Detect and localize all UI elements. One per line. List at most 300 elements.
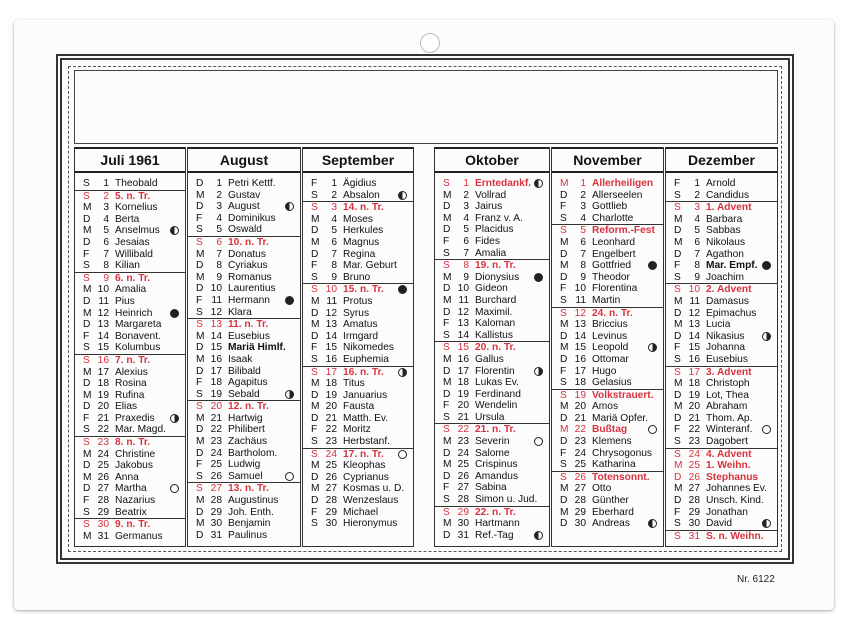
moon-new-icon	[170, 309, 179, 318]
day-name: 19. n. Tr.	[475, 260, 516, 272]
moon-new-icon	[534, 273, 543, 282]
weekday-letter: F	[443, 400, 450, 412]
weekday-letter: S	[560, 212, 567, 224]
weekday-letter: M	[560, 342, 569, 354]
weekday-letter: F	[83, 412, 90, 424]
weekday-letter: D	[196, 365, 204, 377]
day-number: 28	[457, 494, 469, 506]
day-name: Hartwig	[228, 412, 263, 424]
day-row	[188, 178, 300, 190]
weekday-letter: M	[311, 295, 320, 307]
day-row	[188, 424, 300, 436]
day-row	[435, 482, 549, 494]
day-name: Paulinus	[228, 529, 268, 541]
weekday-letter: S	[674, 530, 681, 542]
day-number: 3	[216, 201, 222, 213]
day-row	[552, 507, 663, 519]
day-row	[666, 366, 777, 379]
day-name: Abraham	[706, 401, 748, 413]
day-row	[303, 319, 413, 331]
day-number: 21	[574, 412, 586, 424]
month-title: Dezember	[666, 147, 777, 173]
day-name: Amalia	[475, 247, 507, 259]
moon-full-icon	[648, 425, 657, 434]
weekday-letter: F	[311, 260, 318, 272]
day-number: 7	[463, 247, 469, 259]
day-number: 25	[210, 459, 222, 471]
weekday-letter: S	[311, 189, 318, 201]
day-name: Franz v. A.	[475, 212, 523, 224]
weekday-letter: S	[83, 354, 90, 366]
day-row	[188, 249, 300, 261]
day-name: Thom. Ap.	[706, 412, 753, 424]
day-row	[303, 272, 413, 284]
day-row	[303, 260, 413, 272]
day-name: Engelbert	[592, 248, 636, 260]
day-row	[666, 272, 777, 284]
day-name: Herkules	[343, 225, 384, 237]
day-name: Ägidius	[343, 178, 377, 189]
day-row	[75, 260, 185, 272]
day-number: 1	[216, 178, 222, 189]
day-name: Hartmann	[475, 518, 520, 530]
day-name: Bilibald	[228, 365, 261, 377]
weekday-letter: D	[83, 483, 91, 495]
day-row	[666, 214, 777, 226]
day-number: 5	[694, 225, 700, 237]
day-name: Sabina	[475, 482, 507, 494]
weekday-letter: F	[83, 330, 90, 342]
day-row	[188, 507, 300, 519]
weekday-letter: S	[560, 307, 567, 319]
day-row	[552, 436, 663, 448]
day-name: Petri Kettf.	[228, 178, 276, 189]
day-name: Sebald	[228, 388, 260, 400]
day-number: 24	[325, 448, 337, 460]
day-name: Samuel	[228, 470, 263, 482]
weekday-letter: S	[196, 388, 203, 400]
day-row	[75, 436, 185, 449]
day-name: Donatus	[228, 248, 266, 260]
day-number: 2	[331, 189, 337, 201]
day-row	[666, 249, 777, 261]
day-row	[75, 272, 185, 285]
day-number: 15	[325, 342, 337, 354]
day-name: Titus	[343, 378, 365, 390]
day-name: Gottlieb	[592, 201, 628, 213]
weekday-letter: S	[196, 483, 203, 495]
day-number: 24	[97, 448, 109, 460]
day-name: Otto	[592, 483, 612, 495]
day-name: Theodor	[592, 271, 630, 283]
weekday-letter: M	[443, 377, 452, 389]
day-number: 20	[688, 401, 700, 413]
weekday-letter: F	[560, 447, 567, 459]
day-number: 3	[580, 201, 586, 213]
day-number: 6	[216, 236, 222, 248]
weekday-letter: M	[196, 412, 205, 424]
weekday-letter: S	[196, 236, 203, 248]
day-number: 7	[580, 248, 586, 260]
day-name: Oswald	[228, 224, 262, 236]
weekday-letter: M	[560, 319, 569, 331]
day-number: 9	[580, 271, 586, 283]
day-row	[188, 236, 300, 249]
day-row	[552, 213, 663, 225]
day-row	[552, 237, 663, 249]
day-number: 9	[694, 271, 700, 283]
day-row	[666, 495, 777, 507]
day-number: 9	[216, 271, 222, 283]
day-row	[188, 413, 300, 425]
day-row	[303, 342, 413, 354]
day-name: Regina	[343, 248, 376, 260]
weekday-letter: D	[196, 283, 204, 295]
moon-last-icon	[534, 531, 543, 540]
month-august	[187, 147, 301, 547]
moon-new-icon	[285, 296, 294, 305]
day-row	[666, 401, 777, 413]
day-row	[666, 225, 777, 237]
day-name: Salome	[475, 447, 510, 459]
weekday-letter: S	[674, 202, 681, 214]
weekday-letter: S	[83, 190, 90, 202]
moon-first-icon	[534, 367, 543, 376]
weekday-letter: D	[311, 330, 319, 342]
weekday-letter: S	[311, 518, 318, 530]
weekday-letter: S	[674, 436, 681, 448]
day-name: 9. n. Tr.	[115, 519, 151, 531]
day-name: Herbstanf.	[343, 436, 390, 448]
day-number: 30	[574, 518, 586, 530]
month-september	[302, 147, 414, 547]
day-row	[75, 354, 185, 367]
day-number: 21	[688, 412, 700, 424]
day-row	[75, 413, 185, 425]
day-name: Eusebius	[228, 330, 270, 342]
weekday-letter: S	[196, 319, 203, 331]
day-name: Ref.-Tag	[475, 529, 514, 541]
day-row	[435, 518, 549, 530]
day-name: Briccius	[592, 319, 628, 331]
day-row	[188, 260, 300, 272]
weekday-letter: D	[443, 224, 451, 236]
day-number: 14	[325, 330, 337, 342]
moon-last-icon	[534, 179, 543, 188]
day-number: 18	[457, 377, 469, 389]
day-number: 7	[694, 248, 700, 260]
weekday-letter: S	[311, 353, 318, 365]
day-row	[435, 224, 549, 236]
weekday-letter: M	[674, 460, 683, 472]
day-number: 26	[210, 470, 222, 482]
weekday-letter: S	[443, 178, 450, 189]
day-name: Lucia	[706, 319, 731, 331]
day-row	[303, 308, 413, 320]
day-name: Kornelius	[115, 202, 158, 214]
weekday-letter: D	[443, 388, 451, 400]
month-november	[551, 147, 664, 547]
day-name: Michael	[343, 506, 379, 518]
day-name: Nikolaus	[706, 236, 746, 248]
day-number: 24	[688, 448, 700, 460]
weekday-letter: F	[560, 283, 567, 295]
day-number: 3	[694, 202, 700, 214]
weekday-letter: M	[560, 401, 569, 413]
day-number: 16	[574, 353, 586, 365]
weekday-letter: M	[674, 213, 683, 225]
weekday-letter: D	[196, 529, 204, 541]
day-number: 20	[325, 401, 337, 413]
day-name: Epimachus	[706, 307, 757, 319]
day-number: 10	[325, 284, 337, 296]
day-row	[303, 331, 413, 343]
day-name: Agathon	[706, 248, 744, 260]
weekday-letter: M	[83, 389, 92, 401]
weekday-letter: M	[560, 483, 569, 495]
day-name: Ludwig	[228, 459, 261, 471]
day-name: Mar. Geburt	[343, 260, 397, 272]
day-row	[303, 448, 413, 461]
weekday-letter: S	[443, 506, 450, 518]
weekday-letter: D	[560, 436, 568, 448]
day-number: 13	[457, 318, 469, 330]
day-number: 6	[331, 236, 337, 248]
day-name: Lot, Thea	[706, 389, 749, 401]
day-name: 15. n. Tr.	[343, 284, 384, 296]
day-row	[303, 296, 413, 308]
day-row	[666, 448, 777, 461]
day-name: Wendelin	[475, 400, 518, 412]
weekday-letter: M	[674, 483, 683, 495]
day-row	[435, 213, 549, 225]
day-number: 17	[688, 366, 700, 378]
day-row	[75, 367, 185, 379]
day-number: 21	[210, 412, 222, 424]
day-row	[552, 190, 663, 202]
day-number: 25	[688, 460, 700, 472]
moon-last-icon	[170, 226, 179, 235]
day-row	[552, 377, 663, 389]
day-number: 17	[574, 365, 586, 377]
weekday-letter: S	[560, 471, 567, 483]
day-row	[435, 471, 549, 483]
day-row	[303, 518, 413, 530]
day-row	[666, 518, 777, 530]
day-number: 30	[688, 518, 700, 530]
day-row	[666, 190, 777, 202]
day-name: Chrysogonus	[592, 447, 653, 459]
day-name: Beatrix	[115, 506, 147, 518]
day-number: 29	[97, 506, 109, 518]
day-number: 11	[458, 294, 469, 306]
weekday-letter: F	[443, 235, 450, 247]
moon-first-icon	[170, 414, 179, 423]
day-list	[435, 178, 549, 541]
day-name: Crispinus	[475, 459, 518, 471]
day-name: Jesaias	[115, 236, 150, 248]
day-name: 2. Advent	[706, 284, 752, 296]
day-row	[666, 390, 777, 402]
day-number: 19	[210, 388, 222, 400]
day-name: Absalon	[343, 189, 380, 201]
day-name: Amatus	[343, 319, 378, 331]
day-number: 26	[457, 470, 469, 482]
day-number: 6	[463, 235, 469, 247]
day-name: Leonhard	[592, 236, 636, 248]
weekday-letter: M	[674, 295, 683, 307]
day-row	[666, 296, 777, 308]
day-number: 30	[325, 518, 337, 530]
day-name: Placidus	[475, 224, 514, 236]
day-name: 16. n. Tr.	[343, 366, 384, 378]
day-name: Laurentius	[228, 283, 276, 295]
day-row	[303, 366, 413, 379]
day-number: 14	[97, 330, 109, 342]
day-name: Eusebius	[706, 353, 748, 365]
day-number: 4	[463, 212, 469, 224]
weekday-letter: D	[196, 447, 204, 459]
day-row	[75, 531, 185, 543]
day-name: Agapitus	[228, 377, 268, 389]
day-name: Andreas	[592, 518, 630, 530]
weekday-letter: M	[196, 330, 205, 342]
day-name: Theobald	[115, 178, 158, 189]
day-number: 27	[325, 483, 337, 495]
day-row	[435, 248, 549, 260]
day-number: 17	[210, 365, 222, 377]
weekday-letter: D	[674, 248, 682, 260]
weekday-letter: M	[311, 378, 320, 390]
day-row	[303, 483, 413, 495]
day-row	[75, 178, 185, 190]
day-row	[435, 448, 549, 460]
weekday-letter: D	[83, 460, 91, 472]
day-row	[75, 296, 185, 308]
day-name: Cyprianus	[343, 471, 389, 483]
day-name: Cyriakus	[228, 260, 268, 272]
weekday-letter: S	[443, 494, 450, 506]
weekday-letter: D	[196, 506, 204, 518]
day-row	[75, 308, 185, 320]
weekday-letter: M	[196, 495, 205, 507]
day-row	[666, 507, 777, 519]
day-name: Jairus	[475, 201, 503, 213]
weekday-letter: F	[560, 201, 567, 213]
weekday-letter: M	[311, 236, 320, 248]
day-row	[552, 224, 663, 237]
day-row	[188, 389, 300, 401]
weekday-letter: M	[83, 448, 92, 460]
day-number: 5	[580, 225, 586, 237]
day-name: Gottfried	[592, 260, 632, 272]
day-name: Arnold	[706, 178, 736, 189]
weekday-letter: D	[83, 236, 91, 248]
day-name: 5. n. Tr.	[115, 190, 151, 202]
day-number: 14	[210, 330, 222, 342]
weekday-letter: M	[674, 401, 683, 413]
month-title: Oktober	[435, 147, 549, 173]
day-name: S. n. Weihn.	[706, 530, 764, 542]
day-row	[552, 448, 663, 460]
day-row	[188, 224, 300, 236]
weekday-letter: M	[443, 294, 452, 306]
day-row	[666, 178, 777, 190]
day-row	[666, 260, 777, 272]
weekday-letter: S	[196, 224, 203, 236]
weekday-letter: M	[83, 202, 92, 214]
day-row	[75, 214, 185, 226]
day-row	[435, 190, 549, 202]
day-name: Kosmas u. D.	[343, 483, 405, 495]
day-number: 20	[210, 401, 222, 413]
weekday-letter: M	[311, 483, 320, 495]
weekday-letter: F	[83, 248, 90, 260]
day-number: 22	[210, 424, 222, 436]
day-row	[303, 401, 413, 413]
day-number: 18	[210, 377, 222, 389]
weekday-letter: S	[560, 294, 567, 306]
day-name: Benjamin	[228, 518, 271, 530]
weekday-letter: F	[83, 495, 90, 507]
day-row	[552, 495, 663, 507]
weekday-letter: D	[674, 330, 682, 342]
weekday-letter: F	[311, 506, 318, 518]
weekday-letter: S	[443, 424, 450, 436]
day-row	[303, 214, 413, 226]
weekday-letter: D	[443, 529, 451, 541]
day-number: 23	[574, 436, 586, 448]
day-number: 30	[457, 518, 469, 530]
month-title: September	[303, 147, 413, 173]
day-row	[303, 178, 413, 190]
weekday-letter: S	[311, 448, 318, 460]
day-row	[75, 249, 185, 261]
day-number: 10	[210, 283, 222, 295]
weekday-letter: D	[311, 389, 319, 401]
weekday-letter: M	[83, 471, 92, 483]
day-number: 29	[210, 506, 222, 518]
weekday-letter: F	[311, 342, 318, 354]
weekday-letter: M	[196, 518, 205, 530]
day-name: Lukas Ev.	[475, 377, 519, 389]
day-name: Moses	[343, 213, 374, 225]
day-name: Matth. Ev.	[343, 412, 389, 424]
day-row	[75, 518, 185, 531]
weekday-letter: D	[311, 471, 319, 483]
day-number: 27	[688, 483, 700, 495]
day-name: Totensonnt.	[592, 471, 650, 483]
day-list	[666, 178, 777, 542]
day-name: Ursula	[475, 411, 505, 423]
weekday-letter: S	[196, 306, 203, 318]
day-name: Wenzeslaus	[343, 495, 399, 507]
day-number: 9	[331, 271, 337, 283]
day-number: 10	[457, 283, 469, 295]
weekday-letter: S	[311, 202, 318, 214]
day-name: Allerheiligen	[592, 178, 654, 189]
day-name: Moritz	[343, 424, 371, 436]
day-row	[666, 319, 777, 331]
day-number: 29	[574, 506, 586, 518]
day-row	[435, 459, 549, 471]
day-name: Pius	[115, 295, 135, 307]
day-name: Barbara	[706, 213, 743, 225]
weekday-letter: D	[196, 201, 204, 213]
month-title: November	[552, 147, 663, 173]
weekday-letter: D	[443, 470, 451, 482]
day-name: Margareta	[115, 319, 162, 331]
